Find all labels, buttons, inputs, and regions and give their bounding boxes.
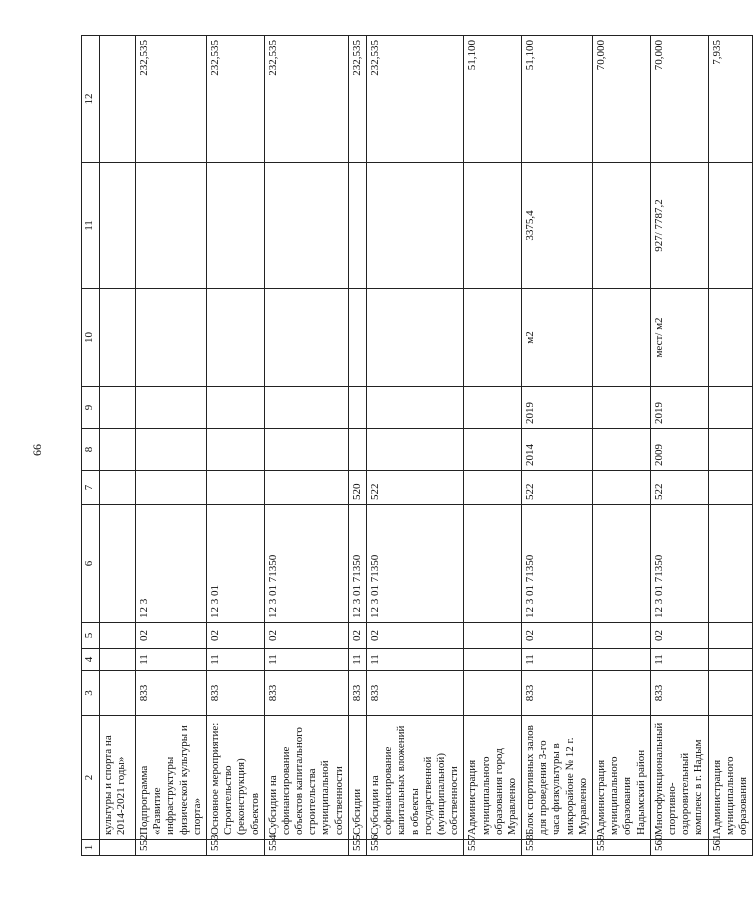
target-code-cell: 12 3 01 xyxy=(206,505,264,623)
end-year-cell xyxy=(593,387,651,429)
end-year-cell: 2019 xyxy=(522,387,593,429)
start-year-cell xyxy=(136,429,207,471)
subsection-cell: 02 xyxy=(264,623,348,649)
subsection-cell: 02 xyxy=(136,623,207,649)
code-cell xyxy=(100,671,136,716)
target-code-cell: 12 3 01 71350 xyxy=(650,505,708,623)
unit-cell xyxy=(348,289,366,387)
capacity-cell xyxy=(367,163,464,289)
section-cell: 11 xyxy=(367,649,464,671)
table-row xyxy=(206,36,264,856)
amount-cell: 7,935 xyxy=(708,36,753,163)
unit-cell: м2 xyxy=(522,289,593,387)
subsection-cell: 02 xyxy=(650,623,708,649)
section-cell xyxy=(593,649,651,671)
item-name: Администрация муниципального образования город Муравленко xyxy=(464,716,522,840)
item-name: культуры и спорта на 2014-2021 годы» xyxy=(100,716,136,840)
section-cell: 11 xyxy=(136,649,207,671)
expense-type-cell xyxy=(206,471,264,505)
header-cell: 5 xyxy=(82,623,100,649)
code-cell: 833 xyxy=(522,671,593,716)
unit-cell xyxy=(464,289,522,387)
rotated-table-container xyxy=(81,36,749,856)
row-number: 552 xyxy=(136,840,207,856)
item-name: Основное мероприятие: Строительство (реконструкция) объектов xyxy=(206,716,264,840)
unit-cell xyxy=(708,289,753,387)
end-year-cell xyxy=(348,387,366,429)
expense-type-cell xyxy=(593,471,651,505)
row-number xyxy=(100,840,136,856)
capacity-cell xyxy=(264,163,348,289)
item-name: Блок спортивных залов для проведения 3-го часа физкультуры в микрорайоне № 12 г. Муравленко xyxy=(522,716,593,840)
start-year-cell xyxy=(593,429,651,471)
row-number: 553 xyxy=(206,840,264,856)
unit-cell xyxy=(100,289,136,387)
amount-cell: 232,535 xyxy=(367,36,464,163)
section-cell xyxy=(100,649,136,671)
start-year-cell xyxy=(348,429,366,471)
subsection-cell: 02 xyxy=(206,623,264,649)
code-cell: 833 xyxy=(264,671,348,716)
section-cell xyxy=(708,649,753,671)
header-cell: 11 xyxy=(82,163,100,289)
target-code-cell xyxy=(708,505,753,623)
start-year-cell: 2009 xyxy=(650,429,708,471)
capacity-cell xyxy=(136,163,207,289)
expense-type-cell: 522 xyxy=(522,471,593,505)
end-year-cell xyxy=(464,387,522,429)
header-cell: 1 xyxy=(82,840,100,856)
code-cell: 833 xyxy=(136,671,207,716)
target-code-cell: 12 3 01 71350 xyxy=(367,505,464,623)
header-cell: 2 xyxy=(82,716,100,840)
table-row xyxy=(136,36,207,856)
row-number: 561 xyxy=(708,840,753,856)
header-cell: 3 xyxy=(82,671,100,716)
expense-type-cell: 522 xyxy=(367,471,464,505)
end-year-cell xyxy=(367,387,464,429)
table-row xyxy=(100,36,136,856)
code-cell xyxy=(464,671,522,716)
item-name: Субсидии xyxy=(348,716,366,840)
row-number: 560 xyxy=(650,840,708,856)
amount-cell: 232,535 xyxy=(136,36,207,163)
code-cell: 833 xyxy=(348,671,366,716)
row-number: 559 xyxy=(593,840,651,856)
section-cell: 11 xyxy=(206,649,264,671)
expense-type-cell: 520 xyxy=(348,471,366,505)
start-year-cell xyxy=(464,429,522,471)
amount-cell: 51,100 xyxy=(464,36,522,163)
target-code-cell xyxy=(100,505,136,623)
subsection-cell xyxy=(593,623,651,649)
unit-cell xyxy=(593,289,651,387)
unit-cell xyxy=(264,289,348,387)
amount-cell xyxy=(100,36,136,163)
section-cell: 11 xyxy=(264,649,348,671)
expense-type-cell xyxy=(708,471,753,505)
item-name: Субсидии на софинансирование объектов капитального строительства муниципальной собственности xyxy=(264,716,348,840)
code-cell: 833 xyxy=(206,671,264,716)
budget-table xyxy=(81,35,753,856)
capacity-cell xyxy=(464,163,522,289)
code-cell: 833 xyxy=(650,671,708,716)
row-number: 554 xyxy=(264,840,348,856)
unit-cell xyxy=(136,289,207,387)
header-cell: 12 xyxy=(82,36,100,163)
capacity-cell: 3375,4 xyxy=(522,163,593,289)
item-name: Многофункциональный спортивно-оздоровительный комплекс в г. Надым xyxy=(650,716,708,840)
end-year-cell xyxy=(264,387,348,429)
capacity-cell xyxy=(708,163,753,289)
start-year-cell xyxy=(100,429,136,471)
start-year-cell: 2014 xyxy=(522,429,593,471)
item-name: Администрация муниципального образования xyxy=(708,716,753,840)
table-row xyxy=(264,36,348,856)
item-name: Администрация муниципального образования Надымский район xyxy=(593,716,651,840)
row-number: 557 xyxy=(464,840,522,856)
amount-cell: 70,000 xyxy=(593,36,651,163)
table-row xyxy=(650,36,708,856)
target-code-cell: 12 3 xyxy=(136,505,207,623)
amount-cell: 70,000 xyxy=(650,36,708,163)
capacity-cell: 927/ 7787,2 xyxy=(650,163,708,289)
unit-cell: мест/ м2 xyxy=(650,289,708,387)
amount-cell: 232,535 xyxy=(264,36,348,163)
header-cell: 4 xyxy=(82,649,100,671)
target-code-cell: 12 3 01 71350 xyxy=(264,505,348,623)
section-cell: 11 xyxy=(348,649,366,671)
row-number: 555 xyxy=(348,840,366,856)
header-cell: 9 xyxy=(82,387,100,429)
table-row xyxy=(348,36,366,856)
code-cell: 833 xyxy=(367,671,464,716)
code-cell xyxy=(708,671,753,716)
capacity-cell xyxy=(348,163,366,289)
target-code-cell: 12 3 01 71350 xyxy=(348,505,366,623)
amount-cell: 232,535 xyxy=(348,36,366,163)
page-number: 66 xyxy=(30,444,44,456)
table-row xyxy=(464,36,522,856)
subsection-cell: 02 xyxy=(522,623,593,649)
expense-type-cell xyxy=(264,471,348,505)
subsection-cell xyxy=(100,623,136,649)
section-cell: 11 xyxy=(522,649,593,671)
unit-cell xyxy=(367,289,464,387)
expense-type-cell xyxy=(136,471,207,505)
section-cell: 11 xyxy=(650,649,708,671)
end-year-cell xyxy=(206,387,264,429)
table-row xyxy=(593,36,651,856)
start-year-cell xyxy=(264,429,348,471)
row-number: 558 xyxy=(522,840,593,856)
end-year-cell xyxy=(136,387,207,429)
expense-type-cell xyxy=(100,471,136,505)
capacity-cell xyxy=(100,163,136,289)
header-cell: 8 xyxy=(82,429,100,471)
header-cell: 7 xyxy=(82,471,100,505)
section-cell xyxy=(464,649,522,671)
target-code-cell xyxy=(593,505,651,623)
header-row xyxy=(82,36,100,856)
subsection-cell: 02 xyxy=(367,623,464,649)
start-year-cell xyxy=(708,429,753,471)
header-cell: 10 xyxy=(82,289,100,387)
amount-cell: 51,100 xyxy=(522,36,593,163)
row-number: 556 xyxy=(367,840,464,856)
capacity-cell xyxy=(206,163,264,289)
amount-cell: 232,535 xyxy=(206,36,264,163)
table-row xyxy=(522,36,593,856)
code-cell xyxy=(593,671,651,716)
target-code-cell xyxy=(464,505,522,623)
start-year-cell xyxy=(367,429,464,471)
table-row xyxy=(708,36,753,856)
capacity-cell xyxy=(593,163,651,289)
header-cell: 6 xyxy=(82,505,100,623)
end-year-cell xyxy=(708,387,753,429)
table-row xyxy=(367,36,464,856)
unit-cell xyxy=(206,289,264,387)
end-year-cell: 2019 xyxy=(650,387,708,429)
target-code-cell: 12 3 01 71350 xyxy=(522,505,593,623)
start-year-cell xyxy=(206,429,264,471)
subsection-cell xyxy=(464,623,522,649)
item-name: Подпрограмма «Развитие инфраструктуры физической культуры и спорта» xyxy=(136,716,207,840)
end-year-cell xyxy=(100,387,136,429)
subsection-cell: 02 xyxy=(348,623,366,649)
item-name: Субсидии на софинансирование капитальных вложений в объекты государственной (муниципальной) собственности xyxy=(367,716,464,840)
expense-type-cell xyxy=(464,471,522,505)
expense-type-cell: 522 xyxy=(650,471,708,505)
subsection-cell xyxy=(708,623,753,649)
